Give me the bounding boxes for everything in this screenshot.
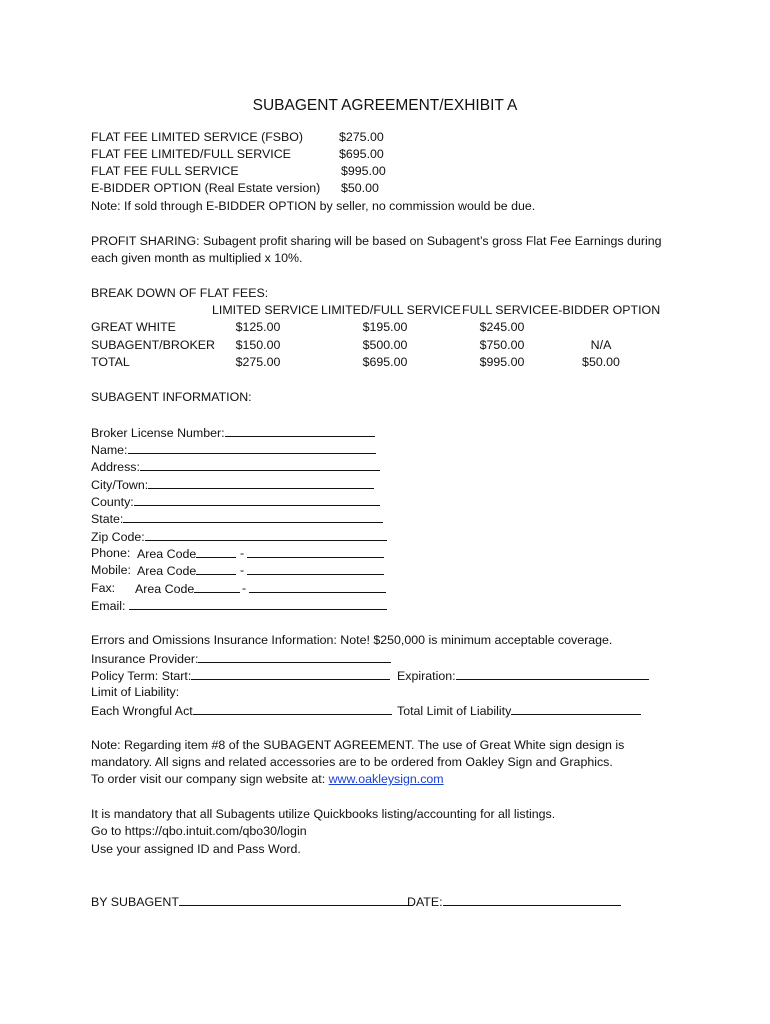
- table-cell: $195.00: [362, 320, 408, 334]
- fee-label-fsbo: FLAT FEE LIMITED SERVICE (FSBO): [91, 130, 304, 144]
- policy-start-line[interactable]: [191, 667, 390, 680]
- zip-label: Zip Code:: [91, 530, 145, 544]
- city-field[interactable]: [91, 476, 374, 493]
- sign-note-line-1: Note: Regarding item #8 of the SUBAGENT AGREEMENT. The use of Great White sign design is: [91, 738, 625, 752]
- fee-note: Note: If sold through E-BIDDER OPTION by seller, no commission would be due.: [91, 199, 536, 213]
- sign-note-line-3: [91, 771, 444, 787]
- oakley-sign-link[interactable]: www.oakleysign.com: [328, 772, 444, 786]
- table-cell: $245.00: [479, 320, 525, 334]
- city-line[interactable]: [148, 476, 374, 489]
- breakdown-heading: BREAK DOWN OF FLAT FEES:: [91, 286, 269, 300]
- fee-price-ebidder: $50.00: [341, 181, 379, 195]
- email-line[interactable]: [129, 597, 387, 610]
- table-cell: $695.00: [362, 355, 408, 369]
- phone-number-field[interactable]: [247, 545, 384, 562]
- insurance-provider-field[interactable]: [91, 650, 391, 667]
- column-header-limited: LIMITED SERVICE: [212, 303, 319, 317]
- fax-number-line[interactable]: [249, 580, 386, 593]
- each-wrongful-act-field[interactable]: [91, 702, 392, 719]
- fee-price-fsbo: $275.00: [339, 130, 384, 144]
- name-field[interactable]: [91, 441, 376, 458]
- phone-area-field[interactable]: [137, 545, 236, 562]
- column-header-limited-full: LIMITED/FULL SERVICE: [321, 303, 461, 317]
- phone-dash: -: [240, 546, 245, 560]
- fee-label-limited-full: FLAT FEE LIMITED/FULL SERVICE: [91, 147, 291, 161]
- fax-area-line[interactable]: [194, 580, 240, 593]
- expiration-label: Expiration:: [397, 669, 456, 683]
- row-label-total: TOTAL: [91, 355, 130, 369]
- mobile-dash: -: [240, 563, 245, 577]
- signature-date-field[interactable]: [407, 893, 621, 910]
- page-title: SUBAGENT AGREEMENT/EXHIBIT A: [252, 97, 518, 114]
- phone-area-label: Area Code: [137, 547, 197, 561]
- county-field[interactable]: [91, 493, 380, 510]
- name-label: Name:: [91, 443, 128, 457]
- column-header-ebidder: E-BIDDER OPTION: [550, 303, 661, 317]
- fee-price-limited-full: $695.00: [339, 147, 384, 161]
- table-cell: $500.00: [362, 338, 408, 352]
- state-label: State:: [91, 512, 124, 526]
- address-field[interactable]: [91, 458, 380, 475]
- mobile-area-label: Area Code: [137, 564, 197, 578]
- mobile-number-field[interactable]: [247, 562, 384, 579]
- policy-start-field[interactable]: [91, 667, 390, 684]
- policy-start-label: Policy Term: Start:: [91, 669, 192, 683]
- each-wrongful-act-label: Each Wrongful Act: [91, 704, 193, 718]
- fax-dash: -: [242, 581, 247, 595]
- city-label: City/Town:: [91, 478, 149, 492]
- phone-number-line[interactable]: [247, 545, 384, 558]
- zip-field[interactable]: [91, 528, 387, 545]
- subagent-signature-field[interactable]: [91, 893, 413, 910]
- address-line[interactable]: [140, 458, 380, 471]
- insurance-intro: Errors and Omissions Insurance Information: Note! $250,000 is minimum acceptable coverage.: [91, 633, 613, 647]
- table-cell: $750.00: [479, 338, 525, 352]
- table-cell: $150.00: [235, 338, 281, 352]
- mobile-label: Mobile:: [91, 563, 131, 577]
- state-line[interactable]: [123, 510, 383, 523]
- fee-price-full: $995.00: [341, 164, 386, 178]
- table-cell: $125.00: [235, 320, 281, 334]
- address-label: Address:: [91, 460, 140, 474]
- email-field[interactable]: [91, 597, 387, 614]
- fax-label: Fax:: [91, 581, 116, 595]
- fax-area-label: Area Code: [135, 582, 195, 596]
- broker-license-label: Broker License Number:: [91, 426, 225, 440]
- total-limit-label: Total Limit of Liability: [397, 704, 512, 718]
- table-cell: $50.00: [582, 355, 620, 369]
- fee-label-full: FLAT FEE FULL SERVICE: [91, 164, 239, 178]
- broker-license-line[interactable]: [225, 424, 375, 437]
- county-label: County:: [91, 495, 134, 509]
- expiration-field[interactable]: [397, 667, 649, 684]
- table-cell: $275.00: [235, 355, 281, 369]
- state-field[interactable]: [91, 510, 383, 527]
- name-line[interactable]: [128, 441, 376, 454]
- zip-line[interactable]: [145, 528, 387, 541]
- column-header-full: FULL SERVICE: [462, 303, 550, 317]
- signature-date-label: DATE:: [407, 895, 443, 909]
- table-cell: N/A: [590, 338, 612, 352]
- email-label: Email:: [91, 599, 126, 613]
- total-limit-line[interactable]: [511, 702, 641, 715]
- mobile-area-field[interactable]: [137, 562, 236, 579]
- broker-license-field[interactable]: [91, 424, 375, 441]
- profit-sharing-line-2: each given month as multiplied x 10%.: [91, 251, 303, 265]
- insurance-provider-label: Insurance Provider:: [91, 652, 199, 666]
- insurance-provider-line[interactable]: [198, 650, 391, 663]
- mobile-area-line[interactable]: [196, 562, 236, 575]
- total-limit-field[interactable]: [397, 702, 641, 719]
- subagent-signature-line[interactable]: [179, 893, 413, 906]
- row-label-great-white: GREAT WHITE: [91, 320, 176, 334]
- mobile-number-line[interactable]: [247, 562, 384, 575]
- sign-note-line-2: mandatory. All signs and related accessories are to be ordered from Oakley Sign and Graphics.: [91, 755, 613, 769]
- limit-of-liability-label: Limit of Liability:: [91, 685, 180, 699]
- expiration-line[interactable]: [456, 667, 649, 680]
- sign-note-text: To order visit our company sign website at:: [91, 772, 326, 786]
- phone-area-line[interactable]: [196, 545, 236, 558]
- quickbooks-line-3: Use your assigned ID and Pass Word.: [91, 842, 301, 856]
- fee-label-ebidder: E-BIDDER OPTION (Real Estate version): [91, 181, 321, 195]
- profit-sharing-line-1: PROFIT SHARING: Subagent profit sharing will be based on Subagent’s gross Flat Fee Earnings during: [91, 234, 662, 248]
- table-cell: $995.00: [479, 355, 525, 369]
- row-label-subagent-broker: SUBAGENT/BROKER: [91, 338, 215, 352]
- county-line[interactable]: [134, 493, 380, 506]
- subagent-info-heading: SUBAGENT INFORMATION:: [91, 390, 252, 404]
- phone-label: Phone:: [91, 546, 131, 560]
- each-wrongful-act-line[interactable]: [193, 702, 392, 715]
- fax-number-field[interactable]: [249, 580, 386, 597]
- signature-date-line[interactable]: [443, 893, 621, 906]
- quickbooks-line-2: Go to https://qbo.intuit.com/qbo30/login: [91, 824, 307, 838]
- subagent-signature-label: BY SUBAGENT: [91, 895, 179, 909]
- fax-area-field[interactable]: [135, 580, 240, 597]
- quickbooks-line-1: It is mandatory that all Subagents utilize Quickbooks listing/accounting for all listings.: [91, 807, 556, 821]
